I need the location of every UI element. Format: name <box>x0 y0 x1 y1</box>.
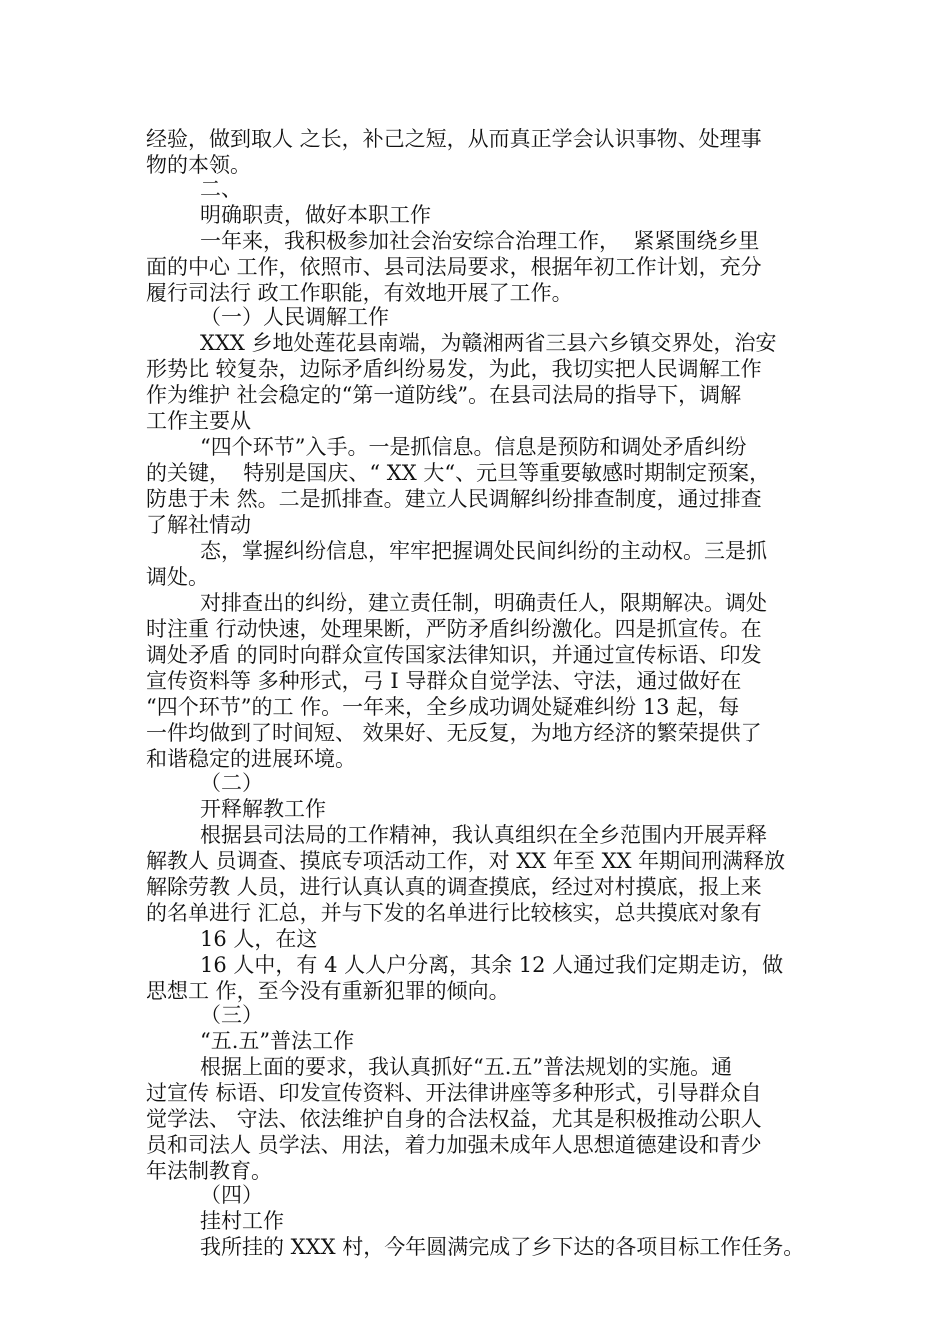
text-line: 解除劳教 人员，进行认真认真的调查摸底，经过对村摸底，报上来 <box>146 875 762 899</box>
text-line: 了解社情动 <box>146 513 251 537</box>
text-line: XXX 乡地处莲花县南端，为赣湘两省三县六乡镇交界处，治安 <box>200 331 777 355</box>
subsection-number: （三） <box>200 1003 263 1027</box>
text-line: 防患于未 然。二是抓排查。建立人民调解纠纷排查制度，通过排查 <box>146 487 762 511</box>
section-number: 二、 <box>200 177 242 201</box>
text-line: 16 人，在这 <box>200 927 318 951</box>
text-line: 形势比 较复杂，边际矛盾纠纷易发，为此，我切实把人民调解工作 <box>146 357 762 381</box>
text-line: 履行司法行 政工作职能，有效地开展了工作。 <box>146 281 573 305</box>
text-line: 面的中心 工作，依照市、县司法局要求，根据年初工作计划，充分 <box>146 255 762 279</box>
text-line: 解教人 员调查、摸底专项活动工作，对 XX 年至 XX 年期间刑满释放 <box>146 849 786 873</box>
text-line: 时注重 行动快速，处理果断，严防矛盾纠纷激化。四是抓宣传。在 <box>146 617 762 641</box>
text-line: 思想工 作，至今没有重新犯罪的倾向。 <box>146 979 510 1003</box>
text-line: 根据县司法局的工作精神，我认真组织在全乡范围内开展弄释 <box>200 823 767 847</box>
section-heading: 明确职责，做好本职工作 <box>200 203 431 227</box>
text-line: 年法制教育。 <box>146 1159 272 1183</box>
subsection-heading: 挂村工作 <box>200 1209 284 1233</box>
text-line: 一件均做到了时间短、 效果好、无反复，为地方经济的繁荣提供了 <box>146 721 762 745</box>
text-line: 调处。 <box>146 565 209 589</box>
subsection-number: （二） <box>200 771 263 795</box>
text-line: 的名单进行 汇总，并与下发的名单进行比较核实，总共摸底对象有 <box>146 901 762 925</box>
text-line: 根据上面的要求，我认真抓好“五.五”普法规划的实施。通 <box>200 1055 733 1079</box>
text-line: 对排查出的纠纷，建立责任制，明确责任人，限期解决。调处 <box>200 591 767 615</box>
subsection-heading: “五.五”普法工作 <box>200 1029 355 1053</box>
text-line: 16 人中，有 4 人人户分离，其余 12 人通过我们定期走访，做 <box>200 953 784 977</box>
subsection-heading: （一）人民调解工作 <box>200 305 389 329</box>
text-line: 工作主要从 <box>146 409 251 433</box>
text-line: 的关键， 特别是国庆、“ XX 大“、元旦等重要敏感时期制定预案， <box>146 461 771 485</box>
text-line: 和谐稳定的进展环境。 <box>146 747 356 771</box>
text-line: “四个环节”入手。一是抓信息。信息是预防和调处矛盾纠纷 <box>200 435 747 459</box>
text-line: 调处矛盾 的同时向群众宣传国家法律知识，并通过宣传标语、印发 <box>146 643 762 667</box>
text-line: 宣传资料等 多种形式，弓 I 导群众自觉学法、守法，通过做好在 <box>146 669 742 693</box>
text-line: 员和司法人 员学法、用法，着力加强未成年人思想道德建设和青少 <box>146 1133 762 1157</box>
subsection-heading: 开释解教工作 <box>200 797 326 821</box>
text-line: 觉学法、 守法、依法维护自身的合法权益，尤其是积极推动公职人 <box>146 1107 762 1131</box>
text-line: 物的本领。 <box>146 153 251 177</box>
text-line: 态，掌握纠纷信息，牢牢把握调处民间纠纷的主动权。三是抓 <box>200 539 767 563</box>
subsection-number: （四） <box>200 1183 263 1207</box>
text-line: “四个环节”的工 作。一年来，全乡成功调处疑难纠纷 13 起，每 <box>146 695 740 719</box>
text-line: 作为维护 社会稳定的“第一道防线”。在县司法局的指导下，调解 <box>146 383 742 407</box>
text-line: 经验，做到取人 之长，补己之短，从而真正学会认识事物、处理事 <box>146 127 762 151</box>
text-line: 一年来，我积极参加社会治安综合治理工作， 紧紧围绕乡里 <box>200 229 760 253</box>
text-line: 我所挂的 XXX 村，今年圆满完成了乡下达的各项目标工作任务。 <box>200 1235 805 1259</box>
text-line: 过宣传 标语、印发宣传资料、开法律讲座等多种形式，引导群众自 <box>146 1081 762 1105</box>
